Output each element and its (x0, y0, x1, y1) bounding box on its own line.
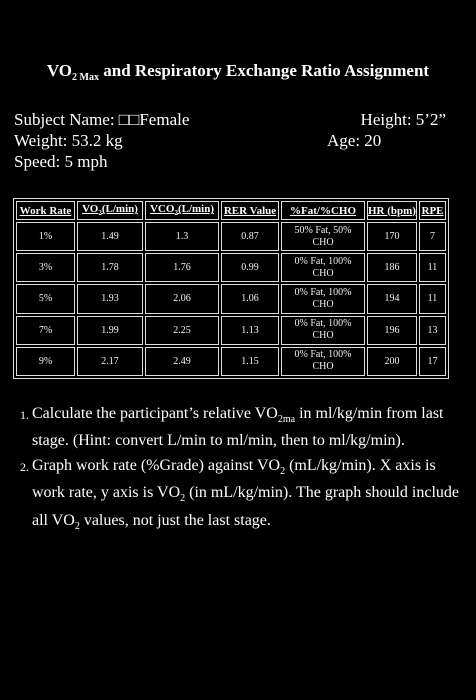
table-row (16, 316, 446, 345)
cell-fat-cho: 50% Fat, 50% CHO (281, 222, 365, 251)
question-list (20, 403, 460, 541)
cell-vo2: 2.17 (77, 347, 143, 376)
header-fat-cho: %Fat/%CHO (281, 201, 365, 220)
cell-fat-cho: 0% Fat, 100% CHO (281, 253, 365, 282)
table-row (16, 253, 446, 282)
cell-hr: 170 (367, 222, 417, 251)
subject-age: Age: 20 (327, 131, 382, 150)
cell-work-rate: 5% (16, 284, 75, 313)
header-vo2: $VO_2(L/\min)$ (77, 201, 143, 220)
cell-fat-cho: 0% Fat, 100% CHO (281, 316, 365, 345)
data-table (13, 198, 449, 379)
question-number: 1. (20, 408, 29, 422)
cell-vco2: 1.76 (145, 253, 219, 282)
cell-vco2: 2.25 (145, 316, 219, 345)
cell-hr: 194 (367, 284, 417, 313)
cell-rpe: 13 (419, 316, 446, 345)
question-number: 2. (20, 460, 29, 475)
table-row (16, 347, 446, 376)
cell-vo2: 1.78 (77, 253, 143, 282)
table-row (16, 284, 446, 313)
cell-rer: 1.13 (221, 316, 279, 345)
cell-rer: 1.15 (221, 347, 279, 376)
cell-vco2: 2.06 (145, 284, 219, 313)
subject-height: Height: 5’2” (360, 110, 446, 129)
subject-speed: Speed: 5 mph (14, 152, 108, 171)
header-rer: RER Value (221, 201, 279, 220)
cell-work-rate: 9% (16, 347, 75, 376)
header-work-rate: Work Rate (16, 201, 75, 220)
cell-vco2: 1.3 (145, 222, 219, 251)
table-row (16, 222, 446, 251)
cell-rpe: 17 (419, 347, 446, 376)
cell-fat-cho: 0% Fat, 100% CHO (281, 284, 365, 313)
question-text: Calculate the participant’s relative $VO_{2ma}$ in ml/kg/min from last stage. (Hint: convert L/min to ml/min, then to ml/kg/min). (32, 405, 444, 450)
cell-rpe: 11 (419, 253, 446, 282)
cell-vco2: 2.49 (145, 347, 219, 376)
subject-name: Subject Name: □□Female (14, 110, 190, 129)
cell-vo2: 1.93 (77, 284, 143, 313)
cell-hr: 200 (367, 347, 417, 376)
cell-rpe: 11 (419, 284, 446, 313)
cell-rer: 1.06 (221, 284, 279, 313)
cell-rer: 0.99 (221, 253, 279, 282)
question-1 (20, 403, 460, 451)
cell-work-rate: 1% (16, 222, 75, 251)
cell-work-rate: 3% (16, 253, 75, 282)
page-title: $VO_{2 Max}$ and Respiratory Exchange Ratio Assignment (46, 61, 430, 83)
cell-vo2: 1.99 (77, 316, 143, 345)
header-hr: HR (bpm) (367, 201, 417, 220)
header-vco2: $VCO_2(L/\min)$ (145, 201, 219, 220)
cell-vo2: 1.49 (77, 222, 143, 251)
cell-hr: 196 (367, 316, 417, 345)
question-2 (20, 455, 460, 537)
question-text: Graph work rate (%Grade) against $VO_2$ (mL/kg/min). X axis is work rate, y axis is $VO_2$ (in mL/kg/min). The graph should include all $VO_2$ values, not just the last stage. (32, 457, 460, 532)
table-header-row (16, 201, 446, 220)
header-rpe: RPE (419, 201, 446, 220)
cell-fat-cho: 0% Fat, 100% CHO (281, 347, 365, 376)
cell-rer: 0.87 (221, 222, 279, 251)
cell-rpe: 7 (419, 222, 446, 251)
subject-weight: Weight: 53.2 kg (14, 131, 123, 150)
cell-work-rate: 7% (16, 316, 75, 345)
cell-hr: 186 (367, 253, 417, 282)
